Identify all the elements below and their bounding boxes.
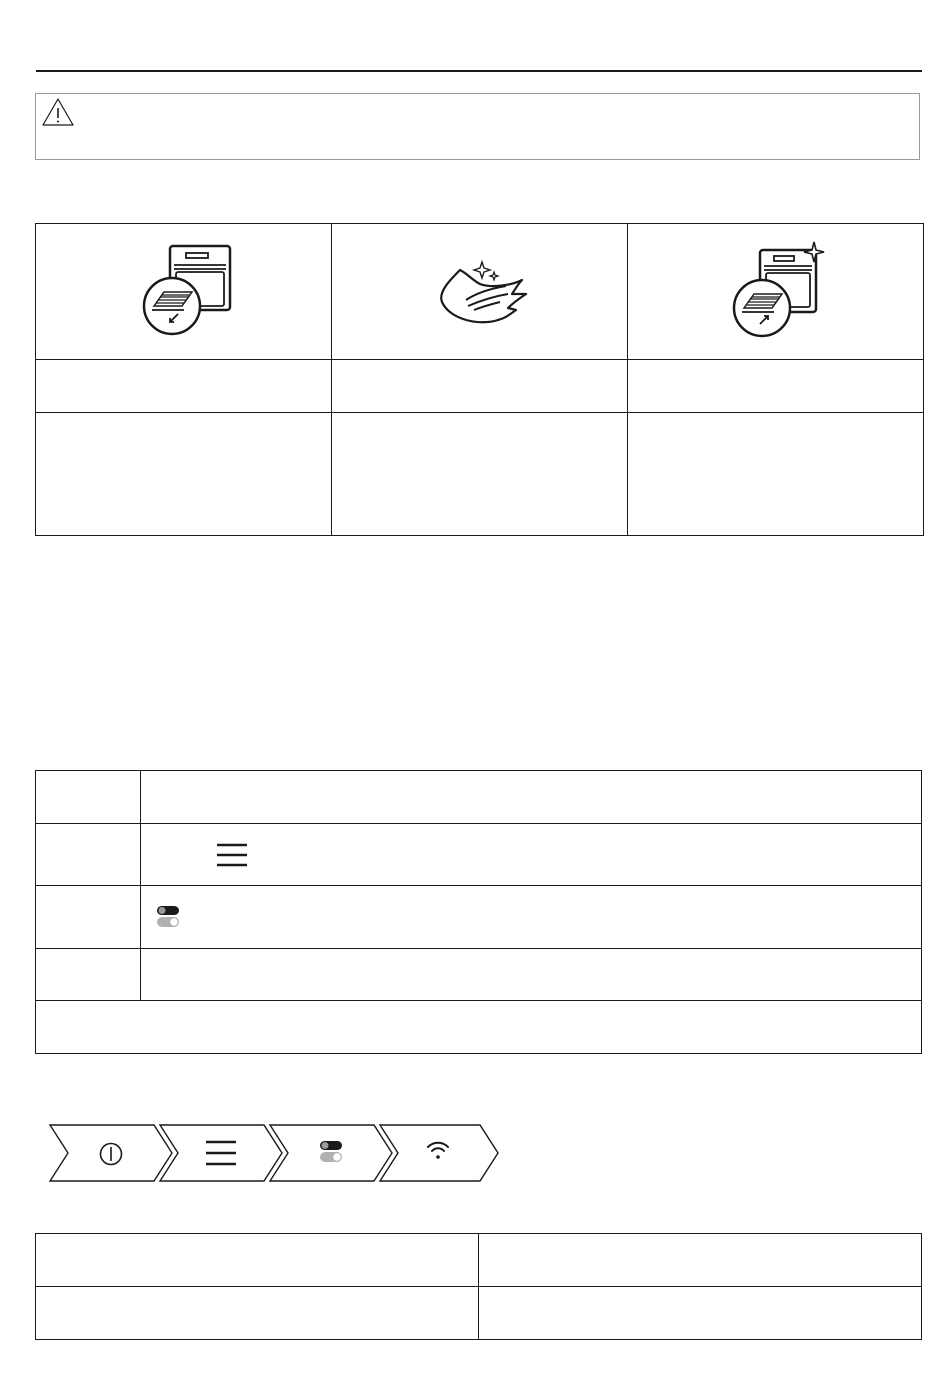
oven-insert-rack-sparkle-icon [726,240,826,340]
bottom-cell-r1-right [479,1234,922,1287]
hand-cleaning-sparkle-icon [430,240,530,340]
bottom-cell-r2-left [36,1287,479,1340]
settings-label-2 [36,824,141,886]
bottom-cell-r1-left [36,1234,479,1287]
settings-label-4 [36,949,141,1001]
step-toggle [270,1125,392,1181]
cleaning-cell-r2-c1 [36,413,332,536]
step-wifi [380,1125,498,1181]
toggle-icon [155,904,185,930]
settings-table [35,770,922,1054]
step-power [50,1125,172,1181]
settings-footer [36,1001,922,1054]
warning-triangle-icon [41,97,75,127]
cleaning-cell-r1-c1 [36,360,332,413]
settings-label-3 [36,886,141,949]
bottom-cell-r2-right [479,1287,922,1340]
cleaning-icon-cell-2 [332,224,628,360]
cleaning-cell-r1-c2 [332,360,628,413]
settings-text-4 [141,949,922,1001]
warning-box [35,93,920,160]
settings-text-3 [141,886,922,949]
settings-text-2 [141,824,922,886]
step-menu [160,1125,282,1181]
settings-text-1 [141,771,922,824]
cleaning-cell-r2-c2 [332,413,628,536]
cleaning-steps-table [35,223,924,536]
cleaning-cell-r2-c3 [628,413,924,536]
oven-remove-rack-icon [134,240,234,340]
settings-label-1 [36,771,141,824]
cleaning-icon-cell-3 [628,224,924,360]
header-rule [36,70,922,72]
menu-icon [213,840,253,870]
bottom-table [35,1233,922,1340]
cleaning-cell-r1-c3 [628,360,924,413]
step-sequence [48,1123,500,1183]
cleaning-icon-cell-1 [36,224,332,360]
